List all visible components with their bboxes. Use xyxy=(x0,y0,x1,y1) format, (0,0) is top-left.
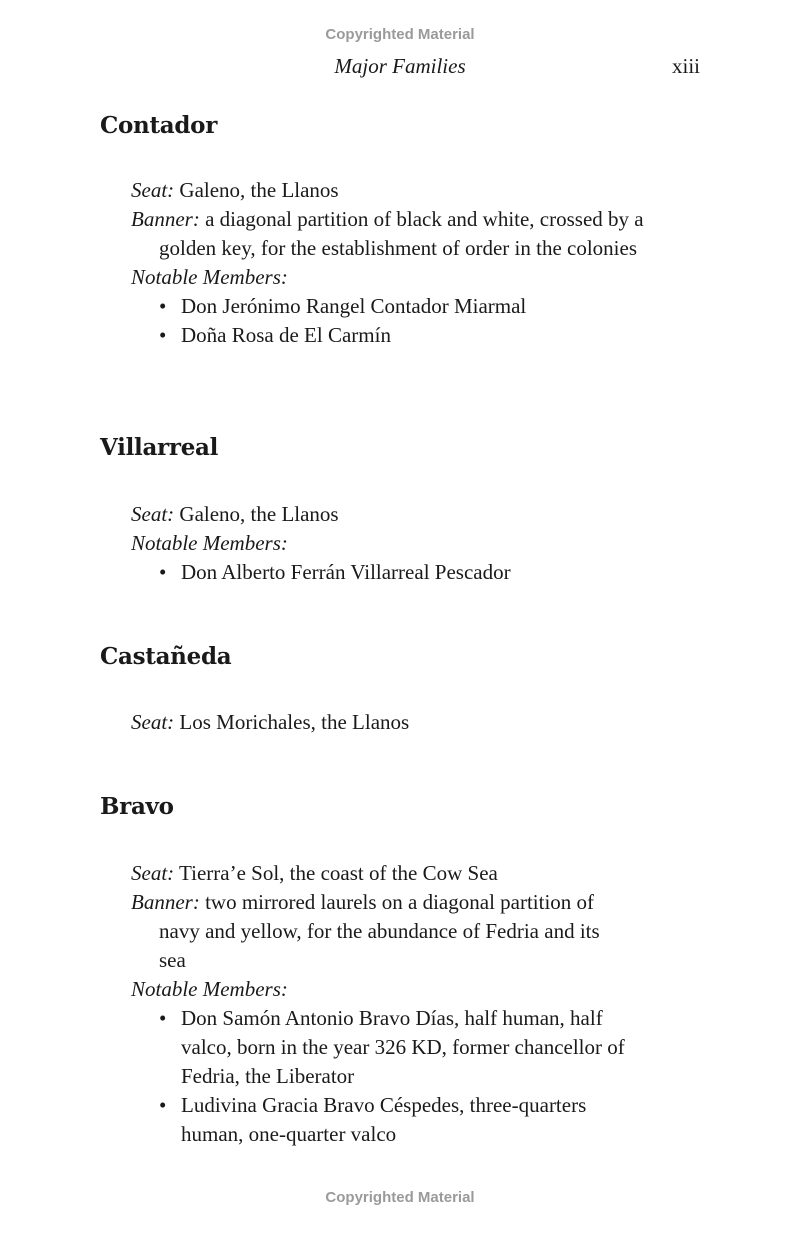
family-title-bravo: Bravo xyxy=(100,793,174,820)
seat-label: Seat: xyxy=(131,710,175,734)
member-name: Doña Rosa de El Carmín xyxy=(181,323,391,347)
seat-label: Seat: xyxy=(131,178,175,202)
member-name: Don Jerónimo Rangel Contador Miarmal xyxy=(181,294,527,318)
page-number: xiii xyxy=(671,54,700,78)
family-title-castaneda: Castañeda xyxy=(100,643,232,670)
list-item xyxy=(131,292,651,321)
seat-value: Los Morichales, the Llanos xyxy=(179,710,410,734)
bullet-icon: • xyxy=(159,1006,167,1030)
copyright-watermark-bottom: Copyrighted Material xyxy=(325,1189,475,1206)
banner-label: Banner: xyxy=(131,890,200,914)
bullet-icon: • xyxy=(159,294,167,318)
bullet-icon: • xyxy=(159,323,167,347)
list-item xyxy=(131,558,691,587)
banner-value: a diagonal partition of black and white, crossed by a golden key, for the establishment of order in the colonies xyxy=(159,207,644,260)
family-entry-contador xyxy=(131,176,651,350)
banner-line xyxy=(131,888,651,975)
member-name: Ludivina Gracia Bravo Céspedes, three-quarters human, one-quarter valco xyxy=(181,1093,587,1146)
seat-line xyxy=(131,500,691,529)
seat-value: Galeno, the Llanos xyxy=(179,178,339,202)
notable-members-label: Notable Members: xyxy=(131,977,288,1001)
family-entry-villarreal xyxy=(131,500,691,587)
seat-line xyxy=(131,708,691,737)
list-item xyxy=(131,1004,651,1091)
seat-line xyxy=(131,176,651,205)
seat-label: Seat: xyxy=(131,502,175,526)
notable-members-label: Notable Members: xyxy=(131,531,288,555)
seat-label: Seat: xyxy=(131,861,175,885)
seat-line xyxy=(131,859,651,888)
running-head-title: Major Families xyxy=(334,54,466,78)
banner-value: two mirrored laurels on a diagonal partition of navy and yellow, for the abundance of Fedria and its sea xyxy=(159,890,600,972)
bullet-icon: • xyxy=(159,560,167,584)
family-title-contador: Contador xyxy=(100,112,218,139)
banner-label: Banner: xyxy=(131,207,200,231)
notable-members-label: Notable Members: xyxy=(131,265,288,289)
member-name: Don Samón Antonio Bravo Días, half human, half valco, born in the year 326 KD, former chancellor of Fedria, the Liberator xyxy=(181,1006,625,1088)
members-list xyxy=(131,1004,651,1149)
family-entry-bravo xyxy=(131,859,651,1149)
members-list xyxy=(131,292,651,350)
banner-line xyxy=(131,205,651,263)
family-entry-castaneda xyxy=(131,708,691,737)
list-item xyxy=(131,321,651,350)
family-title-villarreal: Villarreal xyxy=(100,434,219,461)
seat-value: Galeno, the Llanos xyxy=(179,502,339,526)
list-item xyxy=(131,1091,651,1149)
copyright-watermark-top: Copyrighted Material xyxy=(325,26,475,43)
bullet-icon: • xyxy=(159,1093,167,1117)
member-name: Don Alberto Ferrán Villarreal Pescador xyxy=(181,560,511,584)
seat-value: Tierra’e Sol, the coast of the Cow Sea xyxy=(179,861,498,885)
members-list xyxy=(131,558,691,587)
